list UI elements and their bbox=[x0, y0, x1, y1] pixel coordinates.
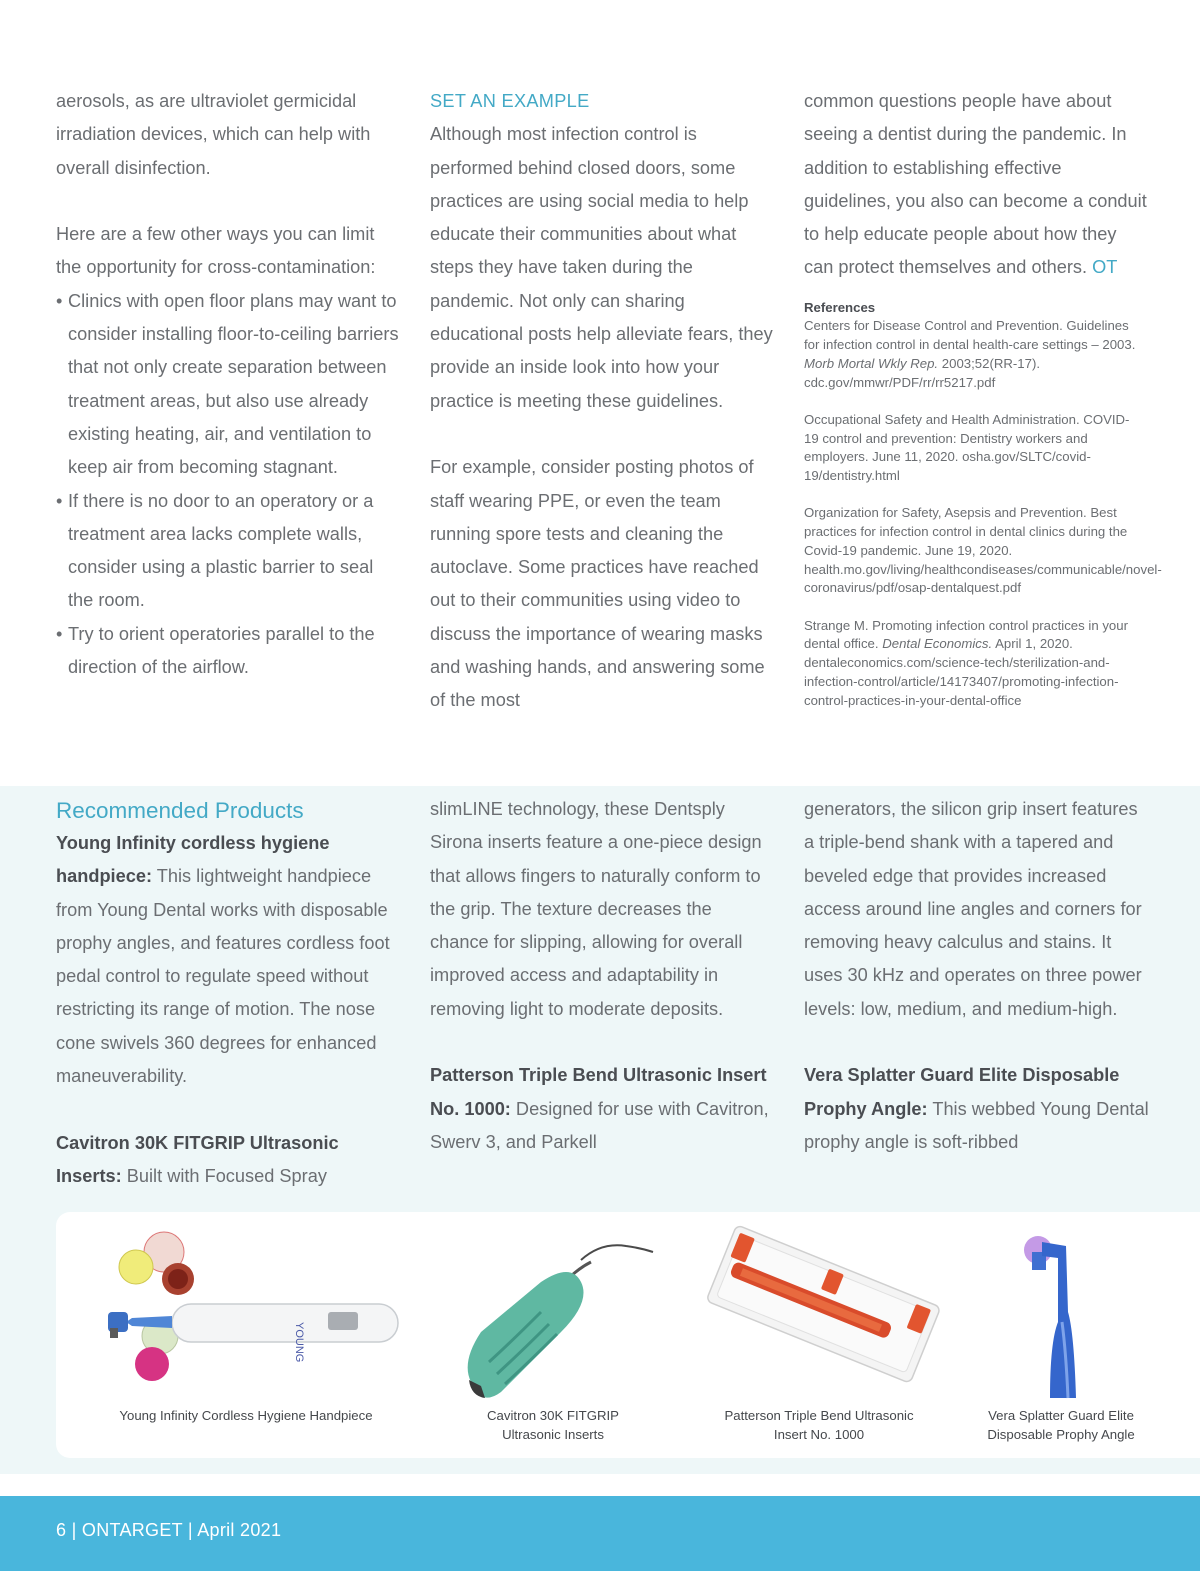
product-name: Patterson Triple Bend Ultrasonic Insert No. 1000: bbox=[430, 1065, 767, 1119]
footer-text: 6 | ONTARGET | April 2021 bbox=[56, 1520, 282, 1540]
article-column-2 bbox=[430, 85, 775, 718]
body-paragraph: aerosols, as are ultraviolet germicidal irradiation devices, which can help with overall disinfection. bbox=[56, 91, 371, 178]
references bbox=[804, 299, 1162, 710]
image-caption: Young Infinity Cordless Hygiene Handpiece bbox=[119, 1408, 373, 1423]
products-column-3 bbox=[804, 793, 1149, 1159]
body-text: common questions people have about seeing a dentist during the pandemic. In addition to establishing effective guidelines, you also can become a conduit to help educate people about how they can protect themselves and others. bbox=[804, 91, 1147, 278]
product-description: slimLINE technology, these Dentsply Sirona inserts feature a one-piece design that allows fingers to naturally conform to the grip. The texture decreases the chance for slipping, allowing for overall improved access and adaptability in removing light to moderate deposits. bbox=[430, 799, 762, 1019]
body-paragraph: Here are a few other ways you can limit the opportunity for cross-contamination: bbox=[56, 224, 376, 278]
section-heading: SET AN EXAMPLE bbox=[430, 91, 590, 111]
product-description: Vera Splatter Guard Elite Disposable Prophy Angle: This webbed Young Dental prophy angle is soft-ribbed bbox=[804, 1065, 1149, 1152]
list-item: • If there is no door to an operatory or a treatment area lacks complete walls, consider using a plastic barrier to seal the room. bbox=[56, 485, 401, 618]
handpiece-brand-text: YOUNG bbox=[293, 1322, 305, 1363]
article-column-1 bbox=[56, 85, 401, 684]
body-paragraph: For example, consider posting photos of staff wearing PPE, or even the team running spore tests and cleaning the autoclave. Some practices have reached out to their communities using video to discuss the importance of wearing masks and washing hands, and answering some of the most bbox=[430, 457, 765, 711]
body-paragraph bbox=[804, 85, 1149, 285]
product-description: Young Infinity cordless hygiene handpiece: This lightweight handpiece from Young Dental works with disposable prophy angles, and features cordless foot pedal control to regulate speed without restricting its range of motion. The nose cone swivels 360 degrees for enhanced maneuverability. bbox=[56, 833, 390, 1087]
reference-item: Centers for Disease Control and Prevention. Guidelines for infection control in dental health-care settings – 2003. Morb Mortal Wkly Rep. 2003;52(RR-17). cdc.gov/mmwr/PDF/rr/rr5217.pdf bbox=[804, 318, 1136, 390]
product-name: Vera Splatter Guard Elite Disposable Prophy Angle: bbox=[804, 1065, 1120, 1119]
article-column-3 bbox=[804, 85, 1162, 729]
product-description: Cavitron 30K FITGRIP Ultrasonic Inserts: Built with Focused Spray bbox=[56, 1132, 339, 1186]
image-caption: Patterson Triple Bend Ultrasonic Insert No. 1000 bbox=[724, 1408, 914, 1442]
product-description: generators, the silicon grip insert features a triple-bend shank with a tapered and beveled edge that provides increased access around line angles and corners for removing heavy calculus and stains. It uses 30 kHz and operates on three power levels: low, medium, and medium-high. bbox=[804, 799, 1142, 1019]
image-caption: Vera Splatter Guard Elite Disposable Prophy Angle bbox=[987, 1408, 1135, 1442]
image-caption: Cavitron 30K FITGRIP Ultrasonic Inserts bbox=[487, 1408, 619, 1442]
page-footer bbox=[0, 1496, 1200, 1571]
products-column-1 bbox=[56, 793, 401, 1193]
recommended-products-title: Recommended Products bbox=[56, 798, 304, 823]
list-item: • Try to orient operatories parallel to the direction of the airflow. bbox=[56, 618, 401, 685]
reference-item: Strange M. Promoting infection control practices in your dental office. Dental Economics. April 1, 2020. dentaleconomics.com/science-tech/sterilization-and-infection-control/article/14173407/promoting-infection-control-practices-in-your-dental-office bbox=[804, 617, 1128, 708]
list-item: • Clinics with open floor plans may want to consider installing floor-to-ceiling barriers that not only create separation between treatment areas, but also use already existing heating, air, and ventilation to keep air from becoming stagnant. bbox=[56, 285, 401, 485]
product-description: Patterson Triple Bend Ultrasonic Insert No. 1000: Designed for use with Cavitron, Swerv 3, and Parkell bbox=[430, 1065, 769, 1152]
body-paragraph: Although most infection control is performed behind closed doors, some practices are using social media to help educate their communities about what steps they have taken during the pandemic. Not only can sharing educational posts help alleviate fears, they provide an inside look into how your practice is meeting these guidelines. bbox=[430, 124, 773, 411]
reference-item: Occupational Safety and Health Administration. COVID-19 control and prevention: Dentistry workers and employers. June 11, 2020. osha.gov/SLTC/covid-19/dentistry.html bbox=[804, 411, 1130, 484]
product-name: Cavitron 30K FITGRIP Ultrasonic Inserts: bbox=[56, 1132, 339, 1186]
product-name: Young Infinity cordless hygiene handpiece: bbox=[56, 833, 330, 887]
bullet-list bbox=[56, 285, 401, 685]
end-mark: OT bbox=[1092, 257, 1118, 278]
references-title: References bbox=[804, 299, 876, 315]
products-column-2 bbox=[430, 793, 775, 1159]
product-image-panel bbox=[56, 1212, 1200, 1458]
reference-item: Organization for Safety, Asepsis and Prevention. Best practices for infection control in dental clinics during the Covid-19 pandemic. June 19, 2020. health.mo.gov/living/healthcondiseases/communicable/novel-coronavirus/pdf/osap-dentalquest.pdf bbox=[804, 505, 1162, 596]
